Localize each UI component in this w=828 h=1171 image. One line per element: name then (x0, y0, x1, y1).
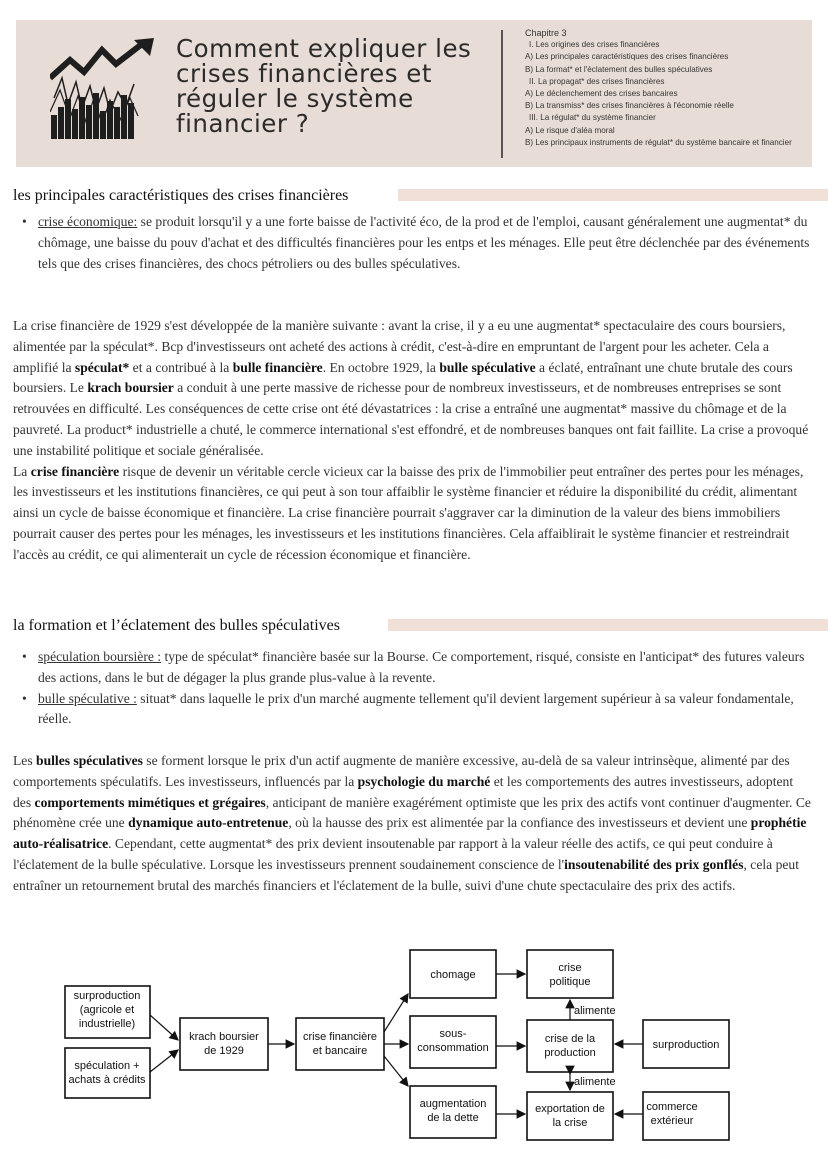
heading-bar (398, 189, 828, 201)
paragraph: Les bulles spéculatives se forment lorsque le prix d'un actif augmente de manière excessive, au-delà de sa valeur intrinsèque, alimenté par des comportements spéculatifs. Les investisseurs, influencés par la psychologie du marché et les comportements des autres investisseurs, adoptent des comportements mimétiques et grégaires, anticipant de manière exagérément optimiste que les prix des actifs vont continuer d'augmenter. Ce phénomène crée une dynamique auto-entretenue, où la hausse des prix est alimentée par la confiance des investisseurs et devient une prophétie auto-réalisatrice. Cependant, cette augmentat* des prix devient insoutenable par rapport à la valeur réelle des actifs, ce qui peut conduire à l'éclatement de la bulle spéculative. Lorsque les investisseurs prennent soudainement conscience de l'insoutenabilité des prix gonflés, cela peut entraîner un retournement brutal des marchés financiers et l'éclatement de la bulle, suivi d'une chute spectaculaire des prix des actifs. (13, 753, 811, 893)
arrow (150, 1050, 178, 1072)
svg-text:chomage: chomage (430, 969, 476, 981)
svg-text:exportation dela crise: exportation de la crise (535, 1103, 605, 1129)
arrow (384, 994, 408, 1032)
arrow (384, 1056, 408, 1086)
box-exportation (527, 1092, 613, 1140)
box-crise-financiere (296, 1018, 384, 1070)
toc-item: B) La format* et l'éclatement des bulles spéculatives (525, 64, 713, 74)
toc-item: B) Les principaux instruments de régulat* du système bancaire et financier (525, 137, 792, 147)
svg-text:crise de laproduction: crise de la production (544, 1033, 596, 1059)
svg-text:surproduction(agricole etindus: surproduction (agricole et industrielle) (73, 990, 141, 1030)
list-item (38, 647, 813, 689)
definition-term: bulle spéculative : (38, 690, 137, 706)
svg-text:augmentationde la dette: augmentation de la dette (419, 1098, 487, 1124)
definition-text: type de spéculat* financière basée sur la Bourse. Ce comportement, risqué, consiste en l'anticipat* des futures valeurs des actions, dans le but de dégager la plus grande plus-value à la revente. (38, 649, 805, 685)
arrow (150, 1015, 178, 1040)
toc-item: I. Les origines des crises financières (529, 40, 660, 50)
box-krach (180, 1018, 268, 1070)
label-alimente: alimente (574, 1076, 616, 1088)
toc-item: II. La propagat* des crises financières (529, 76, 665, 86)
toc-item: A) Le déclenchement des crises bancaires (525, 89, 678, 99)
definition-list (38, 212, 813, 274)
svg-text:krach boursierde 1929: krach boursier de 1929 (189, 1031, 259, 1057)
title-line: crises financières et (176, 59, 432, 88)
toc-item: B) La transmiss* des crises financières à l'économie réelle (525, 101, 734, 111)
table-of-contents (525, 27, 807, 149)
title-line: financier ? (176, 109, 310, 138)
definition-term: spéculation boursière : (38, 649, 162, 664)
svg-text:spéculation +achats à crédits: spéculation + achats à crédits (68, 1060, 146, 1086)
list-item (38, 689, 813, 731)
svg-text:crisepolitique: crise politique (549, 962, 591, 988)
chapter-header (16, 20, 812, 167)
definition-text: se produit lorsqu'il y a une forte baisse de l'activité éco, de la prod et de l'emploi, causant généralement une augmentat* du chômage, une baisse du pouv d'achat et des difficultés financières pour les entps et les ménages. Elle peut être déclenchée par des événements tels que des crises financières, des chocs pétroliers ou des bulles spéculatives. (38, 214, 810, 271)
definition-list (38, 647, 813, 730)
heading-bar (388, 619, 828, 631)
title-line: réguler le système (176, 84, 414, 113)
toc-item: A) Les principales caractéristiques des crises financières (525, 52, 729, 62)
toc-chapter: Chapitre 3 (525, 28, 567, 38)
svg-text:surproduction: surproduction (652, 1039, 720, 1051)
box-crise-production (527, 1020, 613, 1072)
section-heading (13, 617, 828, 637)
definition-term: crise économique: (38, 214, 138, 229)
section-heading (13, 187, 828, 207)
box-crise-politique (527, 950, 613, 998)
label-alimente: alimente (574, 1005, 616, 1017)
title-line: Comment expliquer les (176, 34, 472, 63)
svg-text:crise financièreet bancaire: crise financière et bancaire (303, 1031, 377, 1057)
toc-item: A) Le risque d'aléa moral (525, 125, 615, 135)
header-divider (501, 30, 503, 158)
stock-chart-icon (50, 38, 160, 148)
list-item (38, 212, 813, 274)
causal-diagram (0, 935, 828, 1171)
definition-text: situat* dans laquelle le prix d'un marché augmente tellement qu'il devient largement supérieur à sa valeur fondamentale, réelle. (38, 690, 794, 727)
toc-item: III. La régulat* du système financier (529, 113, 656, 123)
section-heading-text: les principales caractéristiques des crises financières (13, 187, 349, 204)
svg-text:sous-consommation: sous-consommation (417, 1028, 489, 1054)
box-speculation (65, 1048, 150, 1098)
chapter-title (176, 36, 506, 136)
section-heading-text: la formation et l’éclatement des bulles spéculatives (13, 617, 340, 634)
svg-text:commerceextérieur: commerce extérieur (646, 1101, 698, 1127)
paragraph: La crise financière de 1929 s'est développée de la manière suivante : avant la crise, il y a eu une augmentat* spectaculaire des cours boursiers, alimentée par la spéculat*. Bcp d'investisseurs ont acheté des actions à crédit, c'est-à-dire en empruntant de l'argent pour les acheter. Cela a amplifié la spéculat* et a contribué à la bulle financière. En octobre 1929, la bulle spéculative a éclaté, entraînant une chute brutale des cours boursiers. Le krach boursier a conduit à une perte massive de richesse pour de nombreux investisseurs, et de nombreuses entreprises se sont retrouvées en difficulté. Les conséquences de cette crise ont été dévastatrices : la crise a entraîné une augmentat* massive du chômage et de la pauvreté. La product* industrielle a chuté, le commerce international s'est effondré, et de nombreuses banques ont fait faillite. La crise a provoqué une instabilité politique et sociale généralisée. La crise financière risque de devenir un véritable cercle vicieux car la baisse des prix de l'immobilier peut entraîner des pertes pour les ménages, les investisseurs et les institutions financières, ce qui peut à son tour affaiblir le système financier et réduire la disponibilité du crédit, alimentant ainsi un cycle de baisse économique et financière. La crise financière pourrait s'aggraver car la diminution de la valeur des biens immobiliers pourrait causer des pertes pour les ménages, les investisseurs et les institutions financières. Cela affaiblirait le système financier et restreindrait l'accès au crédit, ce qui alimenterait un cycle de récession économique et financière. (13, 318, 809, 562)
